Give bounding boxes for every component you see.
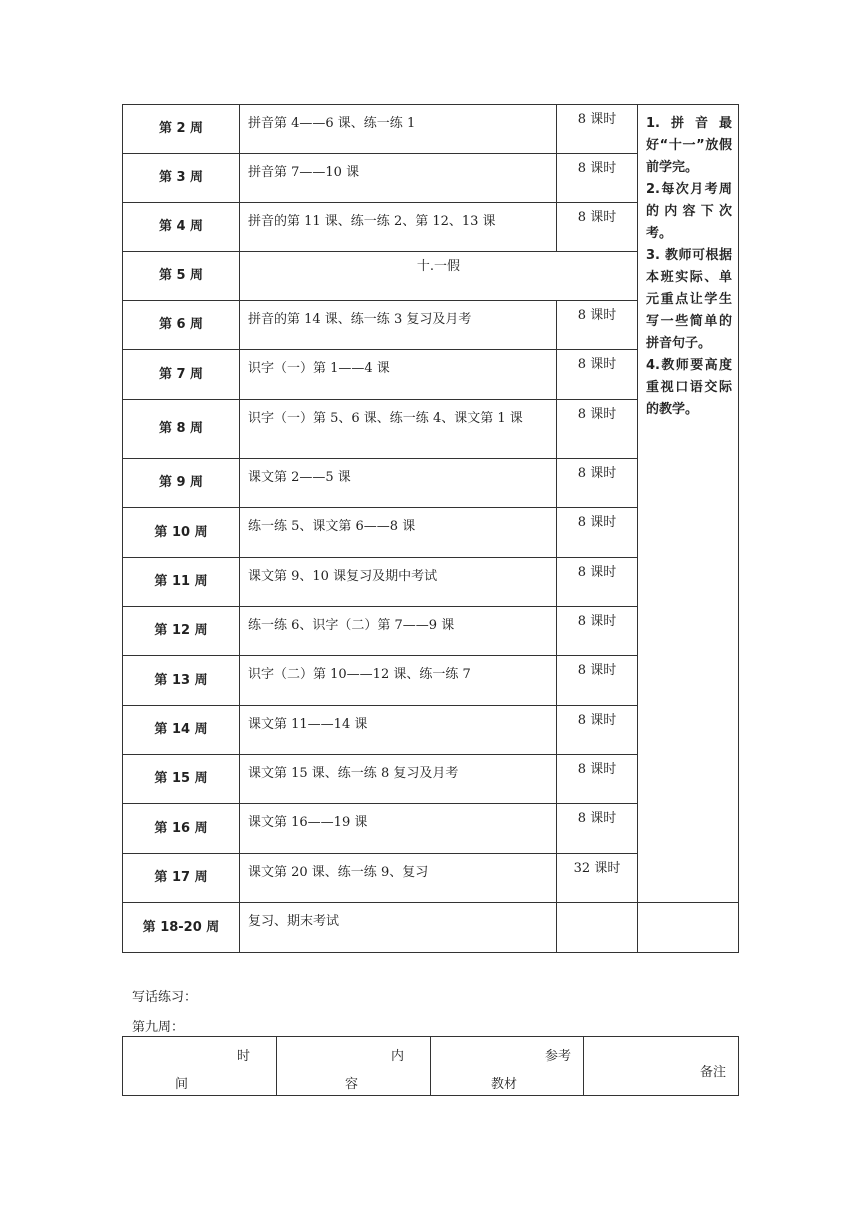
week-cell: 第 3 周 [123,154,240,203]
content-cell: 识字（一）第 1——4 课 [240,350,557,400]
time-header-bottom: 间 [175,1077,189,1092]
hours-cell: 8 课时 [557,607,638,656]
week-nine-label: 第九周： [132,1020,185,1035]
note-4: 4.教师要高度重视口语交际的教学。 [646,358,732,417]
hours-cell: 8 课时 [557,558,638,607]
content-cell: 拼音的第 14 课、练一练 3 复习及月考 [240,301,557,350]
hours-cell: 8 课时 [557,301,638,350]
week-cell: 第 13 周 [123,656,240,706]
week-cell: 第 14 周 [123,706,240,755]
remark-header-text: 备注 [699,1065,726,1080]
week-cell: 第 5 周 [123,252,240,301]
content-cell: 拼音的第 11 课、练一练 2、第 12、13 课 [240,203,557,252]
hours-cell: 8 课时 [557,459,638,508]
writing-practice-label: 写话练习： [132,990,198,1005]
week-nine-table [122,1036,739,1096]
reference-header [431,1037,584,1096]
week-cell: 第 7 周 [123,350,240,400]
note-1: 1.拼音最好“十一”放假前学完。 [646,116,732,175]
week-cell: 第 2 周 [123,105,240,154]
content-cell: 课文第 16——19 课 [240,804,557,854]
content-cell: 课文第 11——14 课 [240,706,557,755]
remark-header [584,1037,739,1096]
week-cell: 第 4 周 [123,203,240,252]
note-2: 2.每次月考周的内容下次考。 [646,182,732,241]
empty-note-cell [638,903,739,953]
week-cell: 第 15 周 [123,755,240,804]
hours-cell [557,903,638,953]
week-cell: 第 12 周 [123,607,240,656]
content-header [277,1037,431,1096]
note-3: 3. 教师可根据本班实际、单元重点让学生写一些简单的拼音句子。 [646,248,732,351]
week-cell: 第 10 周 [123,508,240,558]
week-cell: 第 18-20 周 [123,903,240,953]
hours-cell: 8 课时 [557,154,638,203]
content-cell: 识字（二）第 10——12 课、练一练 7 [240,656,557,706]
hours-cell: 8 课时 [557,804,638,854]
time-header-top: 时 [236,1049,250,1064]
week-cell: 第 16 周 [123,804,240,854]
hours-cell: 8 课时 [557,105,638,154]
hours-cell: 8 课时 [557,508,638,558]
week-cell: 第 6 周 [123,301,240,350]
week-cell: 第 9 周 [123,459,240,508]
reference-header-top: 参考 [544,1049,571,1064]
hours-cell: 8 课时 [557,203,638,252]
content-cell: 练一练 6、识字（二）第 7——9 课 [240,607,557,656]
hours-cell: 8 课时 [557,400,638,459]
content-cell: 课文第 20 课、练一练 9、复习 [240,854,557,903]
content-header-top: 内 [390,1049,404,1064]
week-cell: 第 17 周 [123,854,240,903]
reference-header-bottom: 教材 [491,1077,518,1092]
week-cell: 第 8 周 [123,400,240,459]
content-cell: 课文第 15 课、练一练 8 复习及月考 [240,755,557,804]
content-cell: 课文第 2——5 课 [240,459,557,508]
content-cell: 课文第 9、10 课复习及期中考试 [240,558,557,607]
hours-cell: 8 课时 [557,656,638,706]
content-header-bottom: 容 [345,1077,359,1092]
hours-cell: 8 课时 [557,755,638,804]
schedule-table [122,104,739,953]
content-cell: 练一练 5、课文第 6——8 课 [240,508,557,558]
hours-cell: 8 课时 [557,350,638,400]
content-cell: 复习、期末考试 [240,903,557,953]
hours-cell: 32 课时 [557,854,638,903]
notes-cell [638,105,739,903]
content-cell: 识字（一）第 5、6 课、练一练 4、课文第 1 课 [240,400,557,459]
holiday-cell: 十.一假 [240,252,638,301]
content-cell: 拼音第 4——6 课、练一练 1 [240,105,557,154]
content-cell: 拼音第 7——10 课 [240,154,557,203]
hours-cell: 8 课时 [557,706,638,755]
time-header [123,1037,277,1096]
week-cell: 第 11 周 [123,558,240,607]
